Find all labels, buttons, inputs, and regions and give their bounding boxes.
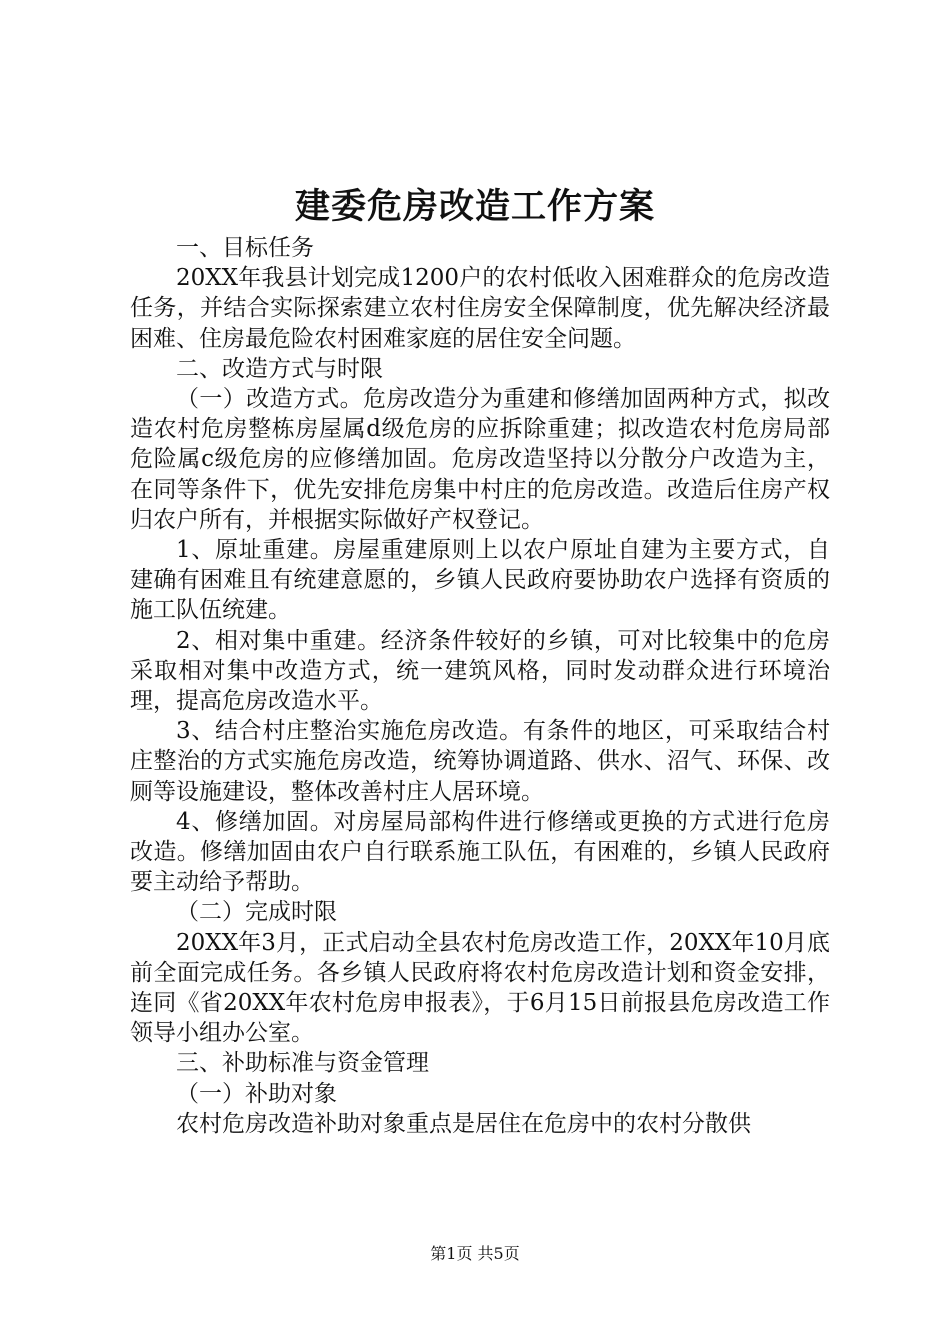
paragraph: 农村危房改造补助对象重点是居住在危房中的农村分散供: [176, 1110, 751, 1137]
paragraph: 3、结合村庄整治实施危房改造。有条件的地区，可采取结合村庄整治的方式实施危房改造，统筹协调道路、供水、沼气、环保、改厕等设施建设，整体改善村庄人居环境。: [130, 718, 830, 805]
section-heading: 二、改造方式与时限: [176, 355, 383, 382]
paragraph: 2、相对集中重建。经济条件较好的乡镇，可对比较集中的危房采取相对集中改造方式，统一建筑风格，同时发动群众进行环境治理，提高危房改造水平。: [130, 627, 830, 715]
subsection-heading: （一）补助对象: [176, 1080, 337, 1107]
paragraph: 20XX年我县计划完成1200户的农村低收入困难群众的危房改造任务，并结合实际探索建立农村住房安全保障制度，优先解决经济最困难、住房最危险农村困难家庭的居住安全问题。: [130, 265, 830, 352]
section-heading: 一、目标任务: [176, 235, 314, 261]
document-body: [130, 233, 830, 1139]
paragraph: 4、修缮加固。对房屋局部构件进行修缮或更换的方式进行危房改造。修缮加固由农户自行联系施工队伍，有困难的，乡镇人民政府要主动给予帮助。: [130, 808, 830, 896]
paragraph: （一）改造方式。危房改造分为重建和修缮加固两种方式，拟改造农村危房整栋房屋属d级危房的应拆除重建；拟改造农村危房局部危险属c级危房的应修缮加固。危房改造坚持以分散分户改造为主，在同等条件下，优先安排危房集中村庄的危房改造。改造后住房产权归农户所有，并根据实际做好产权登记。: [130, 386, 830, 533]
page-number: 第1页 共5页: [430, 1244, 520, 1263]
document-title: 建委危房改造工作方案: [294, 186, 655, 227]
paragraph: 20XX年3月，正式启动全县农村危房改造工作，20XX年10月底前全面完成任务。各乡镇人民政府将农村危房改造计划和资金安排，连同《省20XX年农村危房申报表》，于6月15日前报县危房改造工作领导小组办公室。: [130, 929, 830, 1047]
section-heading: 三、补助标准与资金管理: [176, 1050, 429, 1077]
paragraph: 1、原址重建。房屋重建原则上以农户原址自建为主要方式，自建确有困难且有统建意愿的，乡镇人民政府要协助农户选择有资质的施工队伍统建。: [130, 537, 830, 624]
subsection-heading: （二）完成时限: [176, 899, 337, 926]
